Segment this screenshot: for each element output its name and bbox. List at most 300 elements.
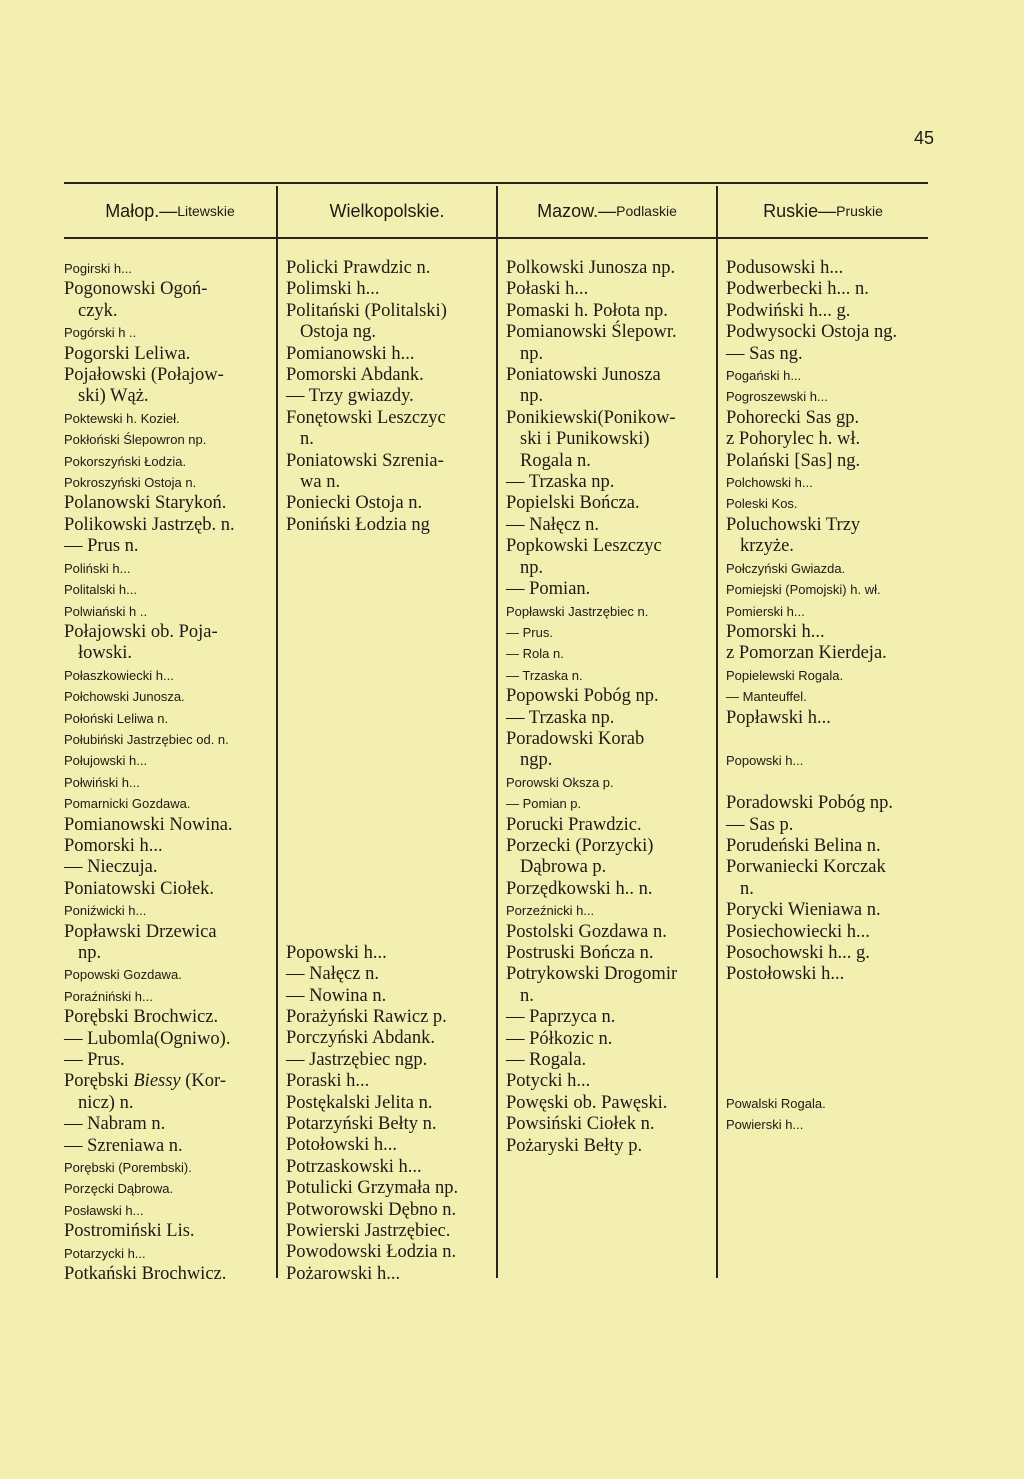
list-item (726, 857, 940, 878)
entry-text: Połoński Leliwa n. (64, 710, 169, 726)
entry-continuation (506, 386, 720, 407)
entry-text: Fonętowski Leszczyc (286, 407, 446, 428)
list-item (506, 1007, 720, 1028)
header-main: Ruskie (763, 200, 819, 221)
list-item (506, 793, 720, 814)
list-item (506, 365, 720, 386)
entry-text: Porowski Oksza p. (506, 774, 614, 790)
entry-continuation (286, 429, 500, 450)
list-item (64, 964, 278, 985)
entry-text: Pogański h... (726, 368, 802, 384)
entry-text: Popowski Gozdawa. (64, 967, 182, 983)
entry-text: Poniźwicki h... (64, 903, 147, 919)
list-item (506, 708, 720, 729)
entry-text: łowski. (78, 643, 132, 664)
entry-text: — Trzy gwiazdy. (286, 386, 414, 407)
list-item (64, 750, 278, 771)
entry-text: — Rogala. (506, 1050, 587, 1071)
list-item (64, 344, 278, 365)
list-item (726, 793, 940, 814)
list-item (726, 558, 940, 579)
list-item (64, 922, 278, 943)
entry-text: z Pomorzan Kierdeja. (726, 643, 887, 664)
list-item (726, 472, 940, 493)
entry-text: Porażyński Rawicz p. (286, 1006, 447, 1027)
list-item (286, 1200, 500, 1221)
entry-text: — Paprzyca n. (506, 1007, 616, 1028)
entry-text: Pożaryski Bełty p. (506, 1135, 643, 1156)
list-item (64, 1200, 278, 1221)
entry-text: Poradowski Pobóg np. (726, 793, 894, 814)
list-item (506, 686, 720, 707)
entry-text: Politański (Politalski) (286, 300, 447, 321)
list-item (506, 1136, 720, 1157)
list-item (64, 536, 278, 557)
entry-text: Połajowski ob. Poja- (64, 621, 218, 642)
entry-text: wa n. (300, 472, 341, 493)
header-sub: Podlaskie (616, 203, 677, 219)
entry-text: — Sas ng. (726, 343, 803, 364)
entry-text: — Trzaska n. (506, 667, 583, 683)
list-item (286, 1028, 500, 1049)
entry-continuation (506, 344, 720, 365)
list-item (726, 493, 940, 514)
list-item (506, 729, 720, 750)
list-item (726, 643, 940, 664)
list-item (506, 879, 720, 900)
list-item (64, 579, 278, 600)
entry-text: Potkański Brochwicz. (64, 1264, 227, 1285)
list-item (64, 1050, 278, 1071)
list-item (506, 579, 720, 600)
list-item (286, 1093, 500, 1114)
entry-text: Poniatowski Ciołek. (64, 878, 215, 899)
entry-text: Pomorski h... (726, 621, 825, 642)
list-item (726, 922, 940, 943)
entry-text: np. (520, 386, 544, 407)
list-item (506, 643, 720, 664)
list-item (726, 451, 940, 472)
entry-continuation (286, 322, 500, 343)
blank-line (286, 814, 500, 835)
entry-text: Poniatowski Szrenia- (286, 450, 444, 471)
list-item (726, 686, 940, 707)
entry-text: — Pomian p. (506, 796, 582, 812)
entry-continuation (726, 536, 940, 557)
entry-text: Poraski h... (286, 1071, 370, 1092)
entry-text: np. (520, 343, 544, 364)
list-item (64, 1029, 278, 1050)
entry-text-after: (Kor- (180, 1071, 226, 1092)
entry-text: ski) Wąż. (78, 386, 149, 407)
list-item (726, 943, 940, 964)
blank-line (286, 622, 500, 643)
list-item (64, 258, 278, 279)
header-sub: Litewskie (177, 203, 235, 219)
list-item (64, 279, 278, 300)
list-item (64, 515, 278, 536)
entry-text: Porczyński Abdank. (286, 1028, 436, 1049)
entry-text: Potarzycki h... (64, 1245, 146, 1261)
entry-text: Postromiński Lis. (64, 1221, 195, 1242)
entry-text: ski i Punikowski) (520, 429, 650, 450)
list-item (286, 1264, 500, 1285)
entry-text: Podwerbecki h... n. (726, 279, 869, 300)
entry-text: Pogonowski Ogoń- (64, 279, 208, 300)
list-item (286, 1178, 500, 1199)
header-main: Wielkopolskie. (329, 200, 445, 221)
list-item (506, 279, 720, 300)
column-mazowieckie (506, 258, 720, 1157)
list-item (64, 1136, 278, 1157)
list-item (726, 344, 940, 365)
column-ruskie (726, 258, 940, 1136)
list-item (506, 493, 720, 514)
list-item (286, 344, 500, 365)
entry-italic-text: Biessy (133, 1071, 181, 1092)
entry-text: Podwysocki Ostoja ng. (726, 322, 898, 343)
entry-text: Ponikiewski(Ponikow- (506, 407, 676, 428)
entry-text: Dąbrowa p. (520, 857, 607, 878)
list-item (506, 472, 720, 493)
list-item (286, 279, 500, 300)
entry-text: Pomaski h. Połota np. (506, 300, 668, 321)
entry-text: Poniński Łodzia ng (286, 514, 430, 535)
entry-text: — Prus. (506, 624, 553, 640)
entry-text: — Lubomla(Ogniwo). (64, 1028, 231, 1049)
entry-text: — Nałęcz n. (506, 514, 599, 535)
entry-text: Popielewski Rogala. (726, 667, 844, 683)
blank-line (286, 665, 500, 686)
list-item (286, 451, 500, 472)
page-number: 45 (913, 128, 934, 148)
entry-text: Pomianowski h... (286, 343, 415, 364)
header-sep: — (598, 200, 617, 221)
list-item (64, 900, 278, 921)
entry-text: Pogorski Leliwa. (64, 343, 191, 364)
entry-text: Poleski Kos. (726, 496, 798, 512)
entry-text: z Pohorylec h. wł. (726, 429, 861, 450)
blank-line (286, 793, 500, 814)
entry-text: Polkowski Junosza np. (506, 258, 676, 278)
list-item (64, 1071, 278, 1092)
entry-text: Podwiński h... g. (726, 300, 851, 321)
entry-text: Potarzyński Bełty n. (286, 1113, 437, 1134)
blank-line (286, 643, 500, 664)
entry-continuation (64, 943, 278, 964)
entry-continuation (506, 451, 720, 472)
entry-text: Poradowski Korab (506, 728, 645, 749)
entry-text: Politalski h... (64, 582, 137, 598)
entry-text: Popkowski Leszczyc (506, 536, 662, 557)
list-item (506, 536, 720, 557)
entry-text: Posławski h... (64, 1202, 144, 1218)
list-item (64, 408, 278, 429)
blank-line (726, 1029, 940, 1050)
entry-text: Powalski Rogala. (726, 1095, 826, 1111)
list-item (726, 322, 940, 343)
list-item (506, 943, 720, 964)
entry-text: Postruski Bończa n. (506, 943, 654, 963)
entry-continuation (64, 301, 278, 322)
entry-text: Pohorecki Sas gp. (726, 407, 860, 428)
entry-text: Połwiński h... (64, 774, 140, 790)
list-item (726, 815, 940, 836)
entry-text: Porzeźnicki h... (506, 903, 595, 919)
entry-continuation (506, 429, 720, 450)
entry-text: Porucki Prawdzic. (506, 814, 642, 835)
list-item (506, 1071, 720, 1092)
list-item (286, 1135, 500, 1156)
entry-text: Popielski Bończa. (506, 493, 640, 514)
list-item (64, 1221, 278, 1242)
list-item (286, 1050, 500, 1071)
entry-text: — Pomian. (506, 579, 591, 600)
blank-line (726, 1050, 940, 1071)
blank-line (286, 921, 500, 942)
entry-text: Porwaniecki Korczak (726, 857, 886, 878)
list-item (506, 301, 720, 322)
entry-text: Połaszkowiecki h... (64, 667, 174, 683)
header-main: Mazow. (537, 200, 599, 221)
entry-text: Pogórski h .. (64, 325, 137, 341)
entry-text: — Jastrzębiec ngp. (286, 1049, 428, 1070)
list-item (726, 258, 940, 279)
list-item (286, 964, 500, 985)
entry-text: krzyże. (740, 536, 794, 557)
list-item (726, 386, 940, 407)
entry-text: Porębski (64, 1071, 134, 1092)
list-item (64, 772, 278, 793)
list-item (506, 515, 720, 536)
entry-text: Porycki Wieniawa n. (726, 900, 881, 921)
list-item (286, 1071, 500, 1092)
entry-text: Poktewski h. Kozieł. (64, 410, 180, 426)
entry-text: Połubiński Jastrzębiec od. n. (64, 731, 229, 747)
entry-text: Pokorszyński Łodzia. (64, 453, 187, 469)
blank-line (286, 579, 500, 600)
table-top-rule (64, 182, 928, 184)
list-item (286, 986, 500, 1007)
entry-text: Poniatowski Junosza (506, 365, 661, 386)
header-main: Małop. (105, 200, 160, 221)
list-item (64, 365, 278, 386)
entry-text: Posochowski h... g. (726, 942, 870, 963)
entry-text: Popławski Drzewica (64, 921, 217, 942)
list-item (286, 1157, 500, 1178)
entry-continuation (506, 857, 720, 878)
list-item (286, 408, 500, 429)
list-item (506, 922, 720, 943)
list-item (506, 601, 720, 622)
blank-line (286, 729, 500, 750)
header-sep: — (159, 200, 178, 221)
entry-text: Pożarowski h... (286, 1263, 401, 1284)
entry-text: Powodowski Łodzia n. (286, 1242, 457, 1263)
list-item (726, 836, 940, 857)
list-item (726, 279, 940, 300)
blank-line (286, 600, 500, 621)
entry-text: Pokłoński Ślepowron np. (64, 432, 207, 448)
entry-text: — Półkozic n. (506, 1028, 613, 1049)
entry-text: Popowski Pobóg np. (506, 686, 659, 707)
list-item (286, 515, 500, 536)
list-item (64, 558, 278, 579)
list-item (726, 964, 940, 985)
list-item (506, 258, 720, 279)
entry-text: Pomarnicki Gozdawa. (64, 796, 191, 812)
blank-line (286, 772, 500, 793)
entry-text: — Prus. (64, 1050, 125, 1071)
list-item (286, 365, 500, 386)
entry-text: Połaski h... (506, 279, 589, 300)
entry-text: Poluchowski Trzy (726, 514, 861, 535)
entry-text: — Szreniawa n. (64, 1135, 183, 1156)
blank-line (286, 686, 500, 707)
list-item (286, 943, 500, 964)
entry-text: Pomorski Abdank. (286, 365, 424, 386)
list-item (64, 836, 278, 857)
list-item (506, 1029, 720, 1050)
entry-text: Porudeński Belina n. (726, 835, 881, 856)
entry-text: — Trzaska np. (506, 472, 615, 493)
entry-text: Potrykowski Drogomir (506, 964, 678, 985)
entry-text: Pogroszewski h... (726, 389, 828, 405)
entry-text: n. (520, 985, 534, 1006)
blank-line (726, 772, 940, 793)
entry-text: Powierski Jastrzębiec. (286, 1220, 451, 1241)
entry-text: — Rola n. (506, 646, 564, 662)
list-item (506, 964, 720, 985)
list-item (64, 472, 278, 493)
entry-text: — Sas p. (726, 814, 794, 835)
list-item (506, 665, 720, 686)
entry-text: Polimski h... (286, 279, 380, 300)
entry-text: — Nałęcz n. (286, 964, 379, 985)
list-item (64, 815, 278, 836)
entry-text: Popowski h... (286, 942, 387, 963)
column-header-2 (278, 186, 496, 236)
list-item (726, 365, 940, 386)
entry-continuation (64, 386, 278, 407)
entry-text: ngp. (520, 750, 553, 771)
entry-continuation (286, 472, 500, 493)
list-item (726, 515, 940, 536)
entry-text: Potołowski h... (286, 1135, 398, 1156)
entry-text: — Nieczuja. (64, 857, 158, 878)
entry-text: Poraźniński h... (64, 988, 153, 1004)
entry-text: Połchowski Junosza. (64, 689, 185, 705)
entry-text: nicz) n. (78, 1092, 134, 1113)
list-item (506, 815, 720, 836)
list-item (64, 729, 278, 750)
entry-text: Podusowski h... (726, 258, 844, 278)
entry-text: n. (740, 878, 754, 899)
entry-text: Porzędkowski h.. n. (506, 878, 653, 899)
list-item (64, 857, 278, 878)
column-header-1 (64, 186, 276, 236)
entry-text: Porzecki (Porzycki) (506, 835, 654, 856)
header-sep: — (818, 200, 837, 221)
list-item (286, 1242, 500, 1263)
entry-text: Połujowski h... (64, 753, 148, 769)
blank-line (286, 558, 500, 579)
blank-line (286, 707, 500, 728)
entry-text: Potycki h... (506, 1071, 591, 1092)
list-item (64, 1264, 278, 1285)
entry-text: Pomianowski Ślepowr. (506, 322, 677, 343)
column-malopolskie (64, 258, 278, 1286)
list-item (64, 793, 278, 814)
entry-text: Polanowski Starykoń. (64, 493, 227, 514)
list-item (286, 301, 500, 322)
entry-text: Porębski Brochwicz. (64, 1007, 219, 1028)
entry-text: Poniecki Ostoja n. (286, 493, 423, 514)
list-item (506, 622, 720, 643)
entry-text: Pojałowski (Połajow- (64, 365, 224, 386)
entry-text: Pomierski h... (726, 603, 805, 619)
list-item (64, 601, 278, 622)
entry-text: Polchowski h... (726, 475, 813, 491)
list-item (726, 665, 940, 686)
list-item (64, 322, 278, 343)
list-item (64, 665, 278, 686)
list-item (64, 986, 278, 1007)
entry-continuation (64, 1093, 278, 1114)
list-item (64, 708, 278, 729)
list-item (286, 493, 500, 514)
entry-text: Ostoja ng. (300, 322, 377, 343)
entry-text: Pokroszyński Ostoja n. (64, 475, 197, 491)
entry-text: — Nowina n. (286, 985, 387, 1006)
entry-text: Porzęcki Dąbrowa. (64, 1181, 174, 1197)
entry-text: — Trzaska np. (506, 707, 615, 728)
entry-text: Powierski h... (726, 1117, 804, 1133)
list-item (726, 408, 940, 429)
entry-text: Postołowski h... (726, 964, 845, 985)
list-item (726, 708, 940, 729)
entry-continuation (506, 558, 720, 579)
list-item (64, 1007, 278, 1028)
entry-text: Polwiański h .. (64, 603, 148, 619)
entry-text: Porębski (Porembski). (64, 1160, 192, 1176)
list-item (286, 1114, 500, 1135)
entry-text: Polański [Sas] ng. (726, 450, 861, 471)
entry-continuation (506, 750, 720, 771)
list-item (64, 429, 278, 450)
list-item (64, 1114, 278, 1135)
list-item (726, 301, 940, 322)
list-item (726, 622, 940, 643)
list-item (726, 750, 940, 771)
entry-text: Popławski h... (726, 707, 831, 728)
blank-line (286, 900, 500, 921)
list-item (286, 1007, 500, 1028)
header-sub: Pruskie (836, 203, 883, 219)
entry-text: Postolski Gozdawa n. (506, 921, 667, 942)
list-item (726, 429, 940, 450)
entry-text: Połczyński Gwiazda. (726, 560, 846, 576)
list-item (506, 1093, 720, 1114)
list-item (506, 1050, 720, 1071)
list-item (64, 622, 278, 643)
list-item (726, 579, 940, 600)
list-item (726, 1093, 940, 1114)
entry-text: Potworowski Dębno n. (286, 1199, 457, 1220)
entry-continuation (506, 986, 720, 1007)
list-item (64, 1157, 278, 1178)
list-item (506, 836, 720, 857)
